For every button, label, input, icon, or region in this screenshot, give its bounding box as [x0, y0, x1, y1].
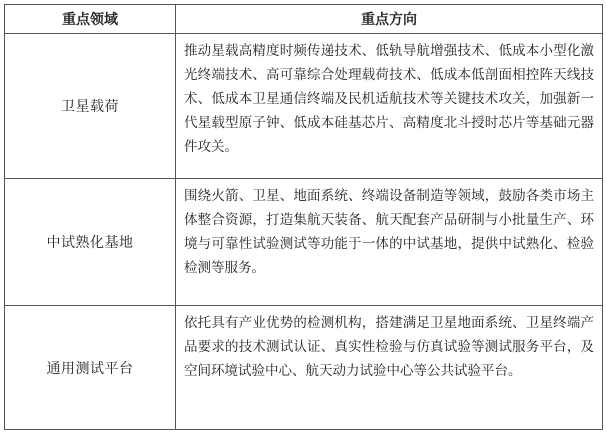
table-row	[5, 34, 603, 179]
direction-cell-test-platform: 依托具有产业优势的检测机构，搭建满足卫星地面系统、卫星终端产品要求的技术测试认证、真实性检验与仿真试验等测试服务平台，及空间环境试验中心、航天动力试验中心等公共试验平台。	[176, 306, 603, 430]
direction-cell-pilot-base: 围绕火箭、卫星、地面系统、终端设备制造等领域，鼓励各类市场主体整合资源，打造集航天装备、航天配套产品研制与小批量生产、环境与可靠性试验测试等功能于一体的中试基地，提供中试熟化、检验检测等服务。	[176, 179, 603, 306]
table-row	[5, 179, 603, 306]
domain-cell-satellite-payload: 卫星载荷	[5, 34, 176, 179]
header-key-direction: 重点方向	[176, 5, 603, 34]
key-areas-table	[4, 4, 603, 430]
table-row	[5, 306, 603, 430]
table-header-row	[5, 5, 603, 34]
direction-cell-satellite-payload: 推动星载高精度时频传递技术、低轨导航增强技术、低成本小型化激光终端技术、高可靠综合处理载荷技术、低成本低剖面相控阵天线技术、低成本卫星通信终端及民机适航技术等关键技术攻关，加强新一代星载型原子钟、低成本硅基芯片、高精度北斗授时芯片等基础元器件攻关。	[176, 34, 603, 179]
domain-cell-pilot-base: 中试熟化基地	[5, 179, 176, 306]
domain-cell-test-platform: 通用测试平台	[5, 306, 176, 430]
header-key-domain: 重点领域	[5, 5, 176, 34]
